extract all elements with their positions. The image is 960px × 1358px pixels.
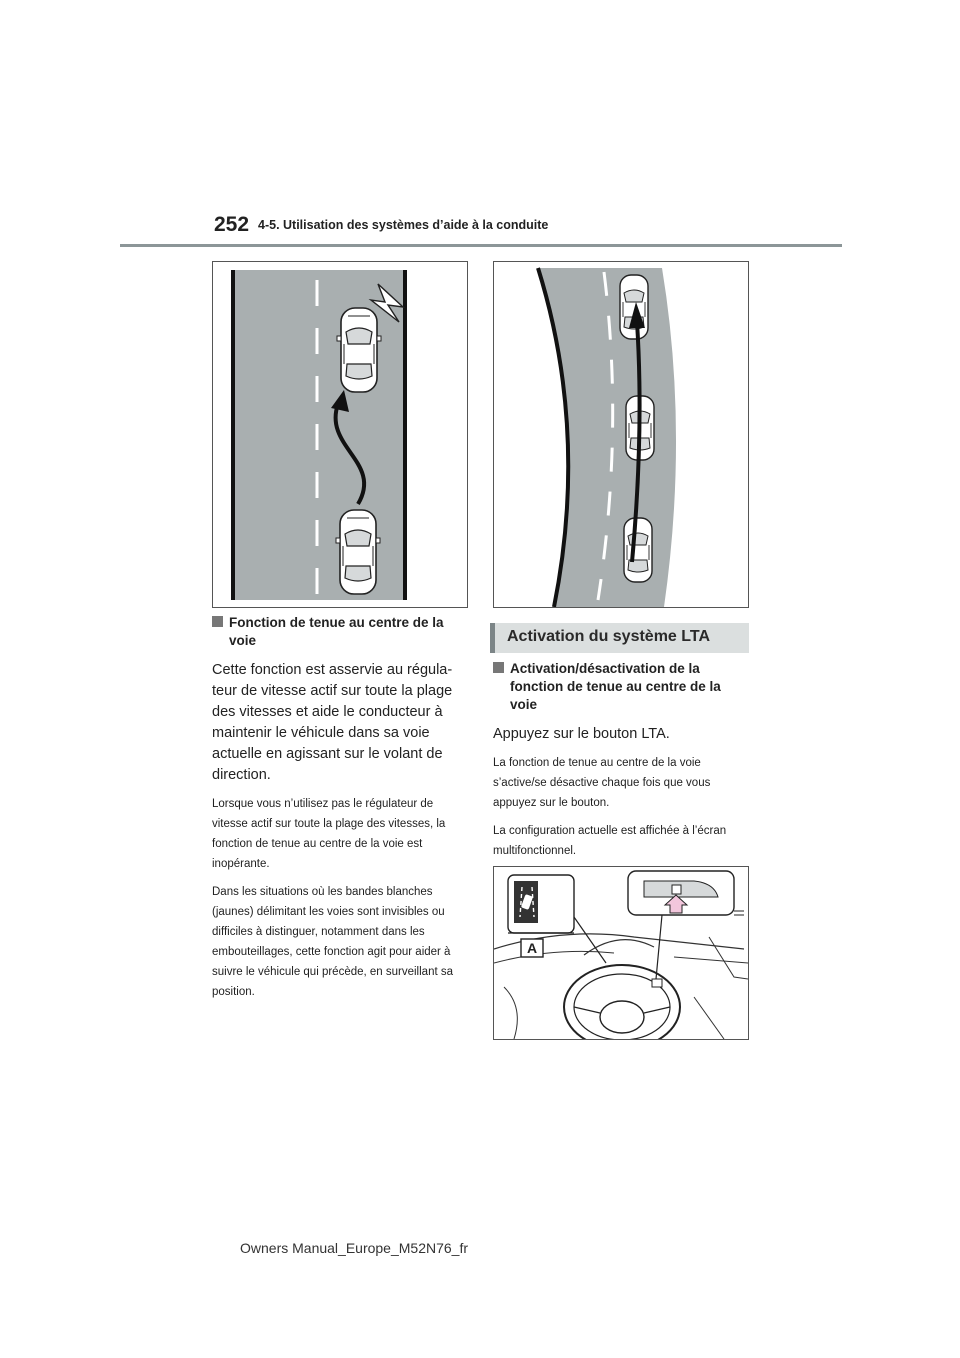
body-paragraph-lta-button: Appuyez sur le bouton LTA. [493, 726, 670, 742]
left-column [212, 614, 468, 1002]
note-paragraph-toggle: La fonction de tenue au centre de la voie s’active/se désactive chaque fois que vous appuyez sur le bouton. [493, 757, 711, 809]
subheading-lane-centering: Fonction de tenue au centre de la voie [212, 614, 468, 650]
header-divider [120, 244, 842, 247]
figure-lane-centering-curve [493, 261, 749, 608]
body-paragraph: Cette fonction est asservie au régula-teur de vitesse actif sur toute la plage des vitesses et aide le conducteur à maintenir le véhicule dans sa voie actuelle en agissant sur le volant de direction. [212, 662, 453, 783]
note-paragraph-2: Dans les situations où les bandes blanches (jaunes) délimitant les voies sont invisibles ou difficiles à distinguer, notamment dans les embouteillages, cette fonction agit pour aider à suivre le véhicule qui précède, en surveillant sa position. [212, 886, 453, 998]
subheading-activation: Activation/désactivation de la fonction de tenue au centre de la voie [493, 660, 749, 714]
right-column [493, 660, 749, 861]
bullet-square-icon [212, 616, 223, 627]
section-band-lta [490, 623, 749, 653]
page-number: 252 [214, 213, 250, 236]
bullet-square-icon [493, 662, 504, 673]
figure-lane-centering-straight [212, 261, 468, 608]
figure-lta-button-dashboard [493, 866, 749, 1040]
section-title: 4-5. Utilisation des systèmes d’aide à la conduite [258, 218, 549, 232]
note-paragraph-1: Lorsque vous n’utilisez pas le régulateur de vitesse actif sur toute la plage des vitesses, la fonction de tenue au centre de la voie est inopérante. [212, 798, 446, 870]
section-band-title: Activation du système LTA [507, 628, 710, 645]
callout-label-a: A [526, 940, 538, 956]
footer-text: Owners Manual_Europe_M52N76_fr [240, 1240, 469, 1256]
note-paragraph-display: La configuration actuelle est affichée à l’écran multifonctionnel. [493, 825, 727, 857]
